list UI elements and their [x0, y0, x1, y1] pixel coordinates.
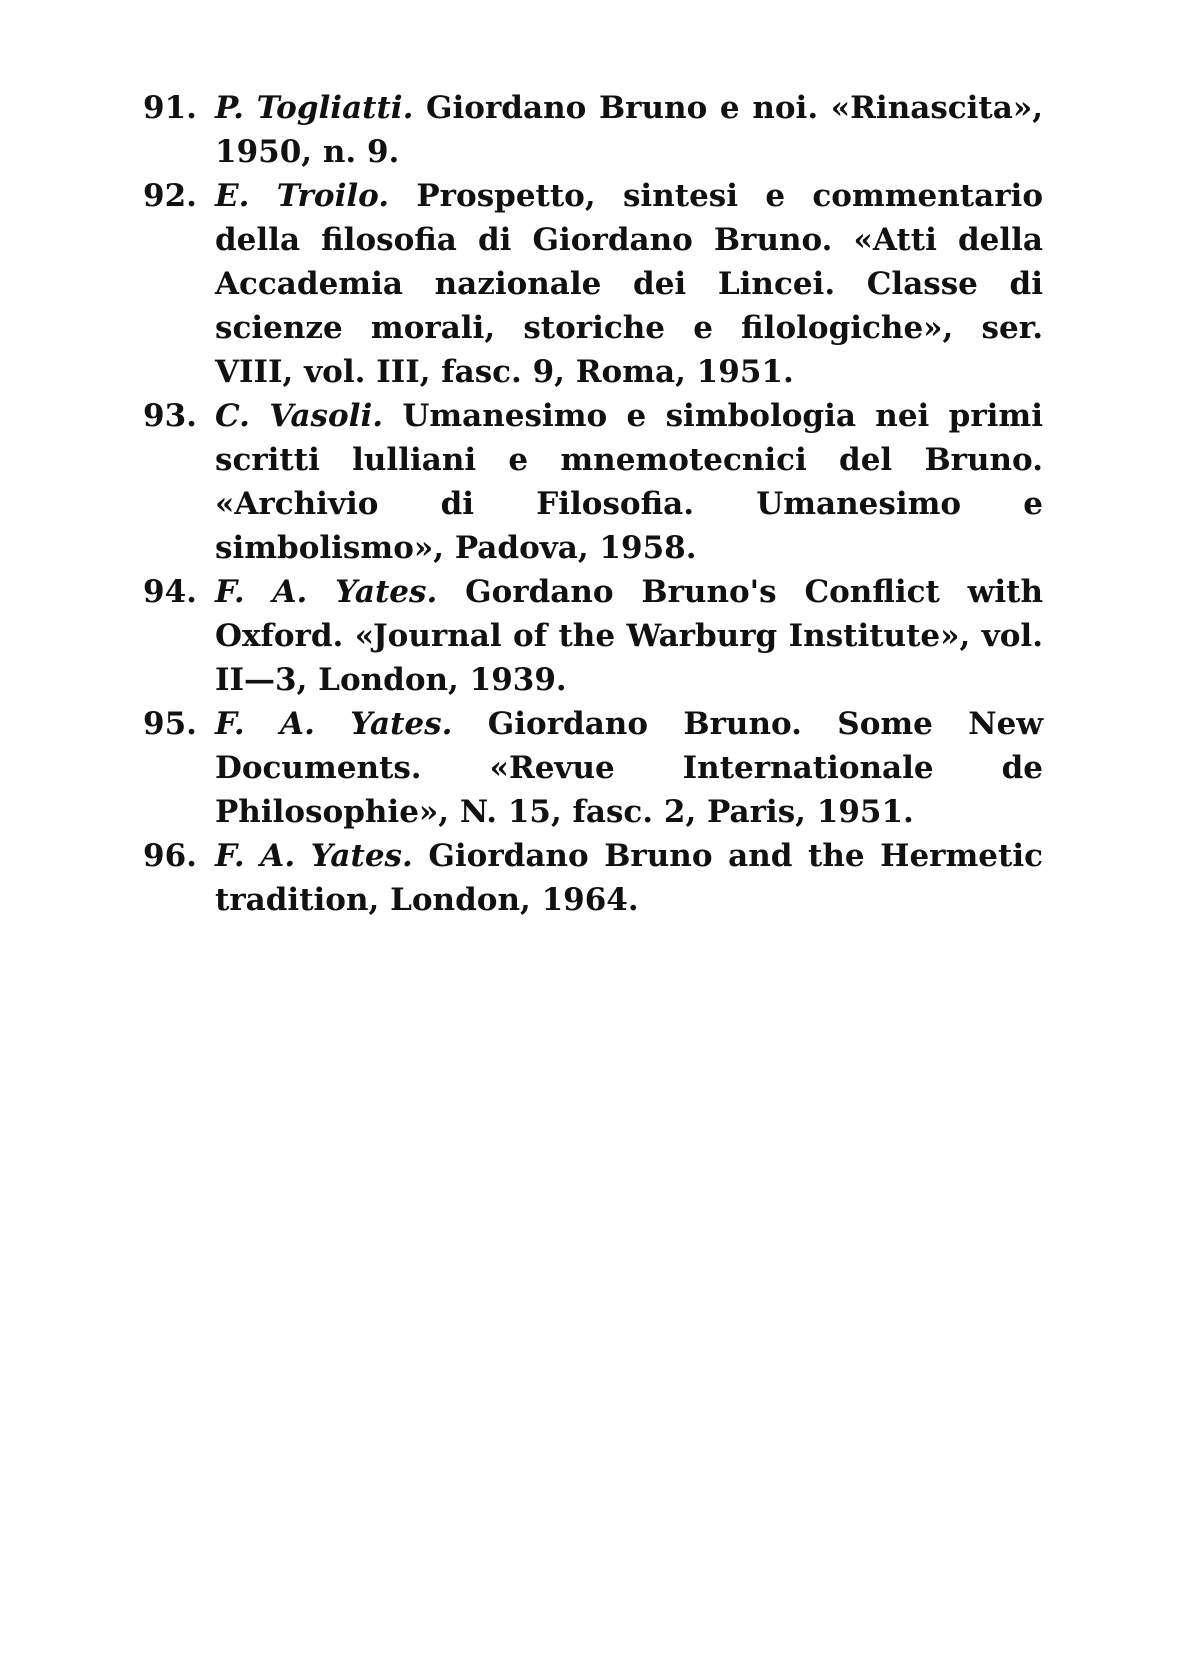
entry-author: E. Troilo.	[215, 178, 390, 214]
entry-text: Giordano Bruno and the Hermetic tradition, London, 1964.	[215, 838, 1044, 918]
entry-text: Giordano Bruno e noi. «Rinascita», 1950, n. 9.	[215, 90, 1043, 170]
entry-author: P. Togliatti.	[215, 90, 414, 126]
bibliography-list	[143, 86, 1043, 922]
entry-author: F. A. Yates.	[215, 838, 413, 874]
entry-text: Prospetto, sintesi e commentario della filosofia di Giordano Bruno. «Atti della Accademia nazionale dei Lincei. Classe di scienze morali, storiche e filologiche», ser. VIII, vol. III, fasc. 9, Roma, 1951.	[215, 178, 1043, 390]
entry-number: 95.	[143, 706, 197, 742]
entry-text: Giordano Bruno. Some New Documents. «Revue Internationale de Philosophie», N. 15, fasc. 2, Paris, 1951.	[215, 706, 1044, 830]
entry-number: 96.	[143, 838, 197, 874]
entry-number: 93.	[143, 398, 197, 434]
entry-number: 92.	[143, 178, 197, 214]
entry-text: Umanesimo e simbologia nei primi scritti lulliani e mnemotecnici del Bruno. «Archivio di Filosofia. Umanesimo e simbolismo», Padova, 1958.	[215, 398, 1044, 566]
bibliography-entry-94	[143, 570, 1043, 702]
bibliography-entry-96	[143, 834, 1043, 922]
entry-author: F. A. Yates.	[215, 706, 453, 742]
entry-number: 94.	[143, 574, 197, 610]
entry-number: 91.	[143, 90, 197, 126]
bibliography-entry-95	[143, 702, 1043, 834]
bibliography-entry-91	[143, 86, 1043, 174]
entry-author: F. A. Yates.	[215, 574, 438, 610]
bibliography-entry-93	[143, 394, 1043, 570]
bibliography-entry-92	[143, 174, 1043, 394]
entry-text: Gordano Bruno's Conflict with Oxford. «Journal of the Warburg Institute», vol. II—3, London, 1939.	[215, 574, 1043, 698]
entry-author: C. Vasoli.	[215, 398, 384, 434]
